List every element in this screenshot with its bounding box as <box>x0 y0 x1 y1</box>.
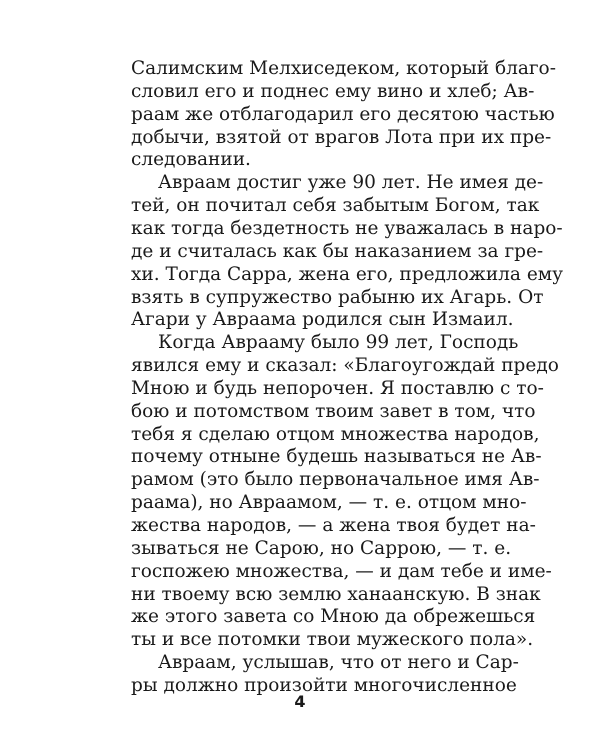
text-line: зываться не Сарою, но Саррою, — т. е. <box>131 537 512 559</box>
text-line: ты и все потомки твои мужеского пола». <box>131 629 534 651</box>
text-line: же этого завета со Мною да обрежешься <box>131 606 536 628</box>
paragraph-first-line: Авраам достиг уже 90 лет. Не имея де- <box>158 172 544 194</box>
text-line: почему отныне будешь называться не Ав- <box>131 446 542 468</box>
text-line: тебя я сделаю отцом множества народов, <box>131 423 540 445</box>
text-line: Салимским Мелхиседеком, который благо- <box>131 58 556 79</box>
text-line: явился ему и сказал: «Благоугождай предо <box>131 355 559 377</box>
text-line: ры должно произойти многочисленное <box>131 674 517 696</box>
text-line: жества народов, — а жена твоя будет на- <box>131 515 536 536</box>
text-line: ни твоему всю землю ханаанскую. В знак <box>131 583 541 605</box>
paragraph-first-line: Авраам, услышав, что от него и Сар- <box>158 652 519 674</box>
text-line: словил его и поднес ему вино и хлеб; Ав- <box>131 80 535 102</box>
paragraph-first-line: Когда Аврааму было 99 лет, Господь <box>158 332 519 354</box>
text-line: Мною и будь непорочен. Я поставлю с то- <box>131 377 544 399</box>
text-line: бою и потомством твоим завет в том, что <box>131 400 536 422</box>
text-line: добычи, взятой от врагов Лота при их пре- <box>131 126 552 148</box>
text-line: тей, он почитал себя забытым Богом, так <box>131 195 540 217</box>
text-line: де и считалась как бы наказанием за гре- <box>131 240 544 262</box>
text-line: как тогда бездетность не уважалась в наро- <box>131 217 563 239</box>
text-line: рамом (это было первоначальное имя Ав- <box>131 469 540 491</box>
text-line: следовании. <box>131 149 251 171</box>
text-line: Агари у Авраама родился сын Измаил. <box>131 309 514 331</box>
text-line: госпожею множества, — и дам тебе и име- <box>131 560 552 582</box>
text-line: раам же отблагодарил его десятою частью <box>131 103 555 125</box>
text-line: взять в супружество рабыню их Агарь. От <box>131 286 544 308</box>
text-line: хи. Тогда Сарра, жена его, предложила ему <box>131 263 564 285</box>
page-number: 4 <box>294 692 306 711</box>
text-line: раама), но Авраамом, — т. е. отцом мно- <box>131 492 527 514</box>
